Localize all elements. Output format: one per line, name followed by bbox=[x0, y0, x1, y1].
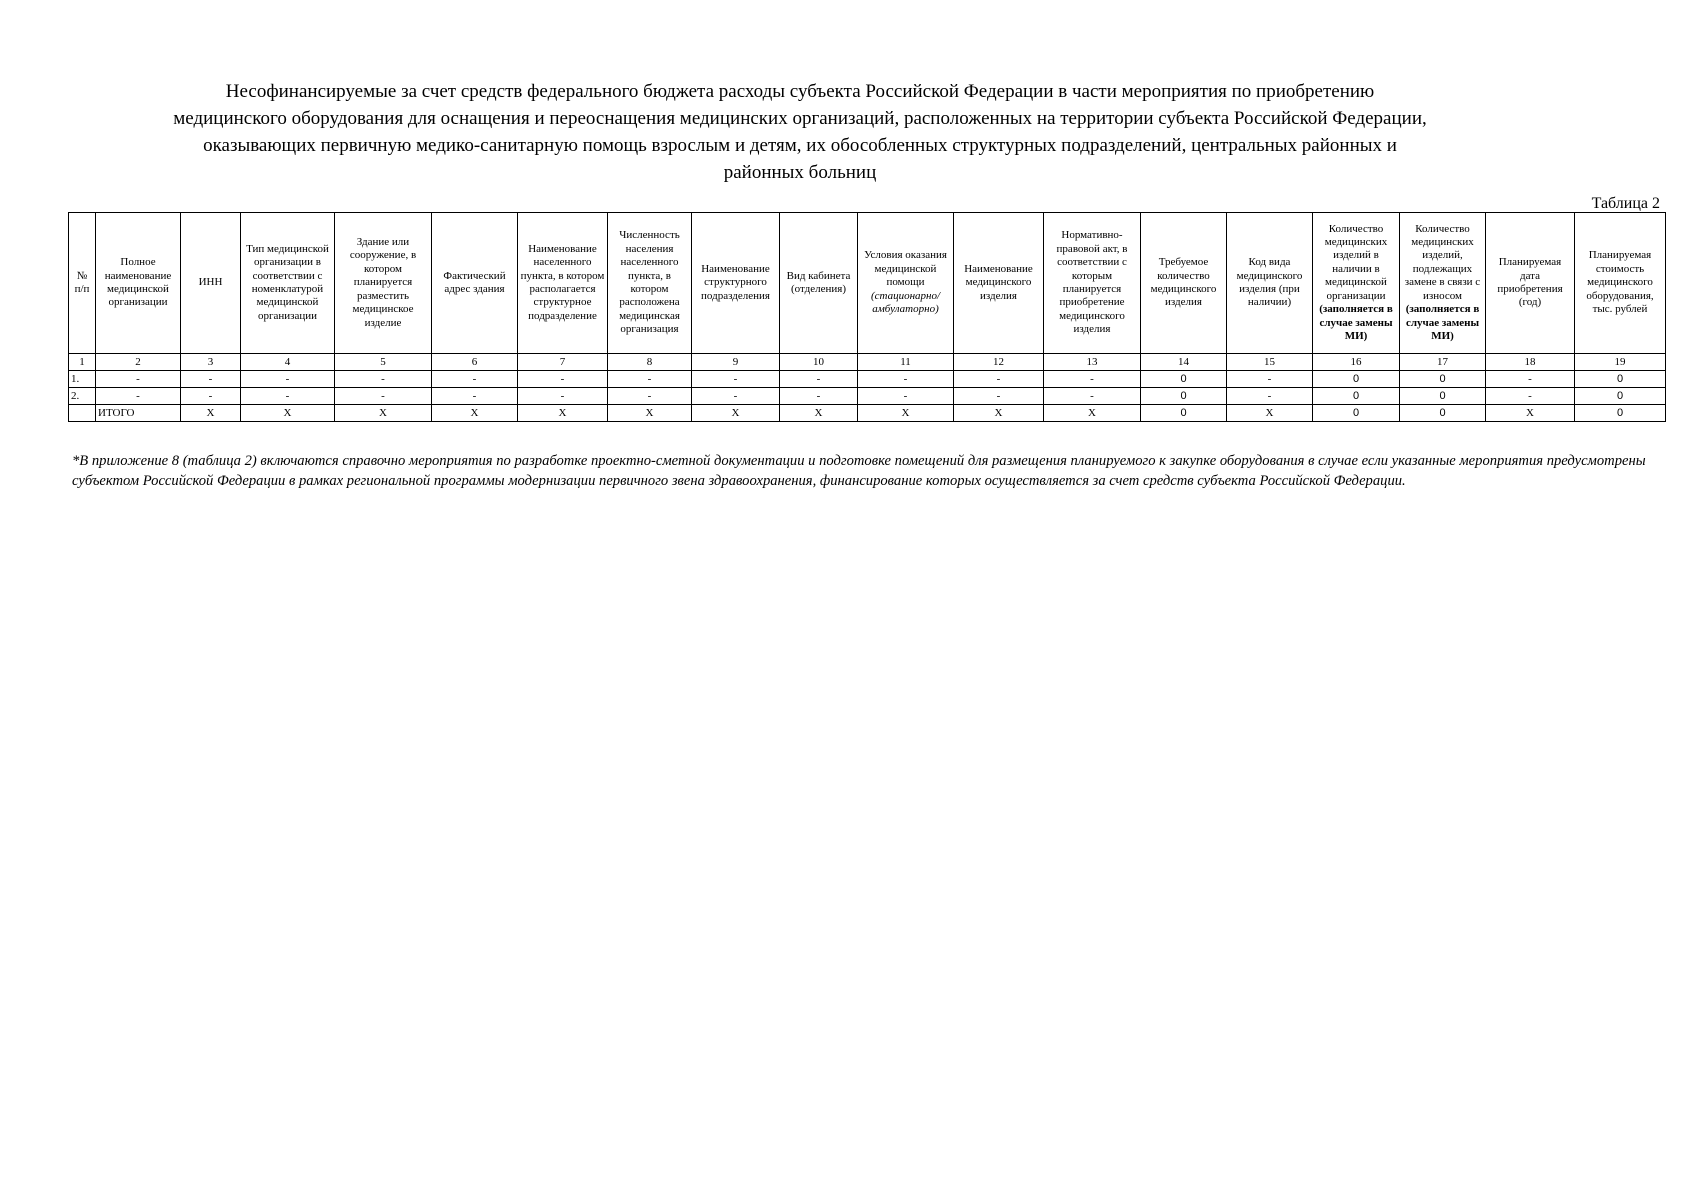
table-row-cell-10: - bbox=[780, 388, 858, 405]
total-row-cell-15: X bbox=[1227, 405, 1313, 422]
header-cell-13: Нормативно-правовой акт, в соответствии с которым планируется приобретение медицинского изделия bbox=[1044, 213, 1141, 354]
header-cell-3: ИНН bbox=[181, 213, 241, 354]
table-row-cell-10: - bbox=[780, 371, 858, 388]
table-row-cell-13: - bbox=[1044, 388, 1141, 405]
table-row-cell-5: - bbox=[335, 371, 432, 388]
title-line-3: оказывающих первичную медико-санитарную помощь взрослым и детям, их обособленных структурных подразделений, центральных районных и bbox=[203, 135, 1397, 156]
header-cell-7: Наименование населенного пункта, в котором располагается структурное подразделение bbox=[518, 213, 608, 354]
header-cell-2: Полное наименование медицинской организации bbox=[96, 213, 181, 354]
column-number-row-cell-10: 10 bbox=[780, 354, 858, 371]
table-row-cell-17: 0 bbox=[1400, 371, 1486, 388]
table-row-cell-18: - bbox=[1486, 388, 1575, 405]
table-row-cell-9: - bbox=[692, 388, 780, 405]
table-row-cell-12: - bbox=[954, 371, 1044, 388]
total-row-cell-8: X bbox=[608, 405, 692, 422]
column-number-row-cell-7: 7 bbox=[518, 354, 608, 371]
table-row-cell-15: - bbox=[1227, 388, 1313, 405]
header-cell-1: № п/п bbox=[69, 213, 96, 354]
table-row-cell-16: 0 bbox=[1313, 388, 1400, 405]
column-number-row-cell-15: 15 bbox=[1227, 354, 1313, 371]
header-cell-6: Фактический адрес здания bbox=[432, 213, 518, 354]
table-row-cell-3: - bbox=[181, 388, 241, 405]
total-row-cell-17: 0 bbox=[1400, 405, 1486, 422]
header-cell-8: Численность населения населенного пункта, в котором расположена медицинская организация bbox=[608, 213, 692, 354]
table-row-cell-6: - bbox=[432, 388, 518, 405]
table-row-cell-8: - bbox=[608, 388, 692, 405]
column-number-row-cell-6: 6 bbox=[432, 354, 518, 371]
header-cell-18: Планируемая дата приобретения (год) bbox=[1486, 213, 1575, 354]
total-row-cell-4: X bbox=[241, 405, 335, 422]
total-row-cell-9: X bbox=[692, 405, 780, 422]
column-number-row-cell-2: 2 bbox=[96, 354, 181, 371]
total-row-cell-6: X bbox=[432, 405, 518, 422]
title-line-4: районных больниц bbox=[723, 162, 877, 183]
header-cell-12: Наименование медицинского изделия bbox=[954, 213, 1044, 354]
header-cell-16-main: Количество медицинских изделий в наличии в медицинской организации bbox=[1324, 222, 1388, 302]
table-row-cell-1: 1. bbox=[69, 371, 96, 388]
total-row-cell-12: X bbox=[954, 405, 1044, 422]
header-cell-11-main: Условия оказания медицинской помощи bbox=[864, 249, 947, 289]
total-row-cell-7: X bbox=[518, 405, 608, 422]
table-row bbox=[69, 371, 1666, 388]
table-row-cell-3: - bbox=[181, 371, 241, 388]
table-row-cell-12: - bbox=[954, 388, 1044, 405]
header-cell-14: Требуемое количество медицинского изделия bbox=[1141, 213, 1227, 354]
column-number-row-cell-5: 5 bbox=[335, 354, 432, 371]
title-line-2: медицинского оборудования для оснащения и переоснащения медицинских организаций, расположенных на территории субъекта Российской Федерации, bbox=[173, 108, 1427, 129]
column-number-row-cell-19: 19 bbox=[1575, 354, 1666, 371]
column-number-row-cell-9: 9 bbox=[692, 354, 780, 371]
total-row-cell-19: 0 bbox=[1575, 405, 1666, 422]
table-row-cell-11: - bbox=[858, 388, 954, 405]
table-row-cell-2: - bbox=[96, 388, 181, 405]
table-body bbox=[69, 354, 1666, 422]
column-number-row-cell-3: 3 bbox=[181, 354, 241, 371]
table-row-cell-18: - bbox=[1486, 371, 1575, 388]
header-cell-17-main: Количество медицинских изделий, подлежащих замене в связи с износом bbox=[1404, 222, 1481, 302]
header-cell-16-bold: (заполняется в случае замены МИ) bbox=[1319, 303, 1393, 342]
total-row-cell-18: X bbox=[1486, 405, 1575, 422]
total-row-cell-5: X bbox=[335, 405, 432, 422]
header-cell-16 bbox=[1313, 213, 1400, 354]
total-row-cell-3: X bbox=[181, 405, 241, 422]
column-number-row-cell-18: 18 bbox=[1486, 354, 1575, 371]
column-number-row-cell-12: 12 bbox=[954, 354, 1044, 371]
column-number-row-cell-14: 14 bbox=[1141, 354, 1227, 371]
table-row-cell-19: 0 bbox=[1575, 388, 1666, 405]
header-cell-17 bbox=[1400, 213, 1486, 354]
total-row-cell-1 bbox=[69, 405, 96, 422]
table-row-cell-1: 2. bbox=[69, 388, 96, 405]
table-row-cell-6: - bbox=[432, 371, 518, 388]
table-row-cell-14: 0 bbox=[1141, 388, 1227, 405]
header-cell-9: Наименование структурного подразделения bbox=[692, 213, 780, 354]
footnote: *В приложение 8 (таблица 2) включаются справочно мероприятия по разработке проектно-сметной документации и подготовке помещений для размещения планируемого к закупке оборудования в случае если указанные мероприятия предусмотрены субъектом Российской Федерации в рамках региональной программы модернизации первичного звена здравоохранения, финансирование которых осуществляется за счет средств субъекта Российской Федерации. bbox=[72, 453, 1646, 489]
column-number-row-cell-17: 17 bbox=[1400, 354, 1486, 371]
table-row-cell-5: - bbox=[335, 388, 432, 405]
document-title bbox=[90, 78, 1510, 186]
table-row-cell-16: 0 bbox=[1313, 371, 1400, 388]
header-row bbox=[69, 213, 1666, 354]
table-row-cell-14: 0 bbox=[1141, 371, 1227, 388]
table-row bbox=[69, 388, 1666, 405]
table-row-cell-7: - bbox=[518, 371, 608, 388]
table-row-cell-7: - bbox=[518, 388, 608, 405]
table-row-cell-11: - bbox=[858, 371, 954, 388]
header-cell-11-italic: (стационарно/амбулаторно) bbox=[870, 289, 941, 316]
total-row-cell-13: X bbox=[1044, 405, 1141, 422]
table-row-cell-4: - bbox=[241, 371, 335, 388]
total-row bbox=[69, 405, 1666, 422]
column-number-row bbox=[69, 354, 1666, 371]
header-cell-5: Здание или сооружение, в котором планируется разместить медицинское изделие bbox=[335, 213, 432, 354]
header-cell-11 bbox=[858, 213, 954, 354]
table-row-cell-8: - bbox=[608, 371, 692, 388]
table-row-cell-17: 0 bbox=[1400, 388, 1486, 405]
column-number-row-cell-13: 13 bbox=[1044, 354, 1141, 371]
expenses-table bbox=[68, 212, 1666, 422]
table-row-cell-4: - bbox=[241, 388, 335, 405]
total-row-cell-10: X bbox=[780, 405, 858, 422]
title-line-1: Несофинансируемые за счет средств федерального бюджета расходы субъекта Российской Федерации в части мероприятия по приобретению bbox=[225, 81, 1375, 102]
table-row-cell-2: - bbox=[96, 371, 181, 388]
table-row-cell-9: - bbox=[692, 371, 780, 388]
table-label: Таблица 2 bbox=[1591, 195, 1660, 212]
header-cell-19: Планируемая стоимость медицинского оборудования, тыс. рублей bbox=[1575, 213, 1666, 354]
total-row-cell-16: 0 bbox=[1313, 405, 1400, 422]
header-cell-4: Тип медицинской организации в соответствии с номенклатурой медицинской организации bbox=[241, 213, 335, 354]
header-cell-15: Код вида медицинского изделия (при наличии) bbox=[1227, 213, 1313, 354]
total-row-cell-2: ИТОГО bbox=[96, 405, 181, 422]
table-row-cell-15: - bbox=[1227, 371, 1313, 388]
table-row-cell-19: 0 bbox=[1575, 371, 1666, 388]
column-number-row-cell-1: 1 bbox=[69, 354, 96, 371]
column-number-row-cell-4: 4 bbox=[241, 354, 335, 371]
header-cell-17-bold: (заполняется в случае замены МИ) bbox=[1405, 303, 1480, 342]
header-cell-10: Вид кабинета (отделения) bbox=[780, 213, 858, 354]
total-row-cell-11: X bbox=[858, 405, 954, 422]
total-row-cell-14: 0 bbox=[1141, 405, 1227, 422]
column-number-row-cell-16: 16 bbox=[1313, 354, 1400, 371]
table-row-cell-13: - bbox=[1044, 371, 1141, 388]
column-number-row-cell-8: 8 bbox=[608, 354, 692, 371]
column-number-row-cell-11: 11 bbox=[858, 354, 954, 371]
